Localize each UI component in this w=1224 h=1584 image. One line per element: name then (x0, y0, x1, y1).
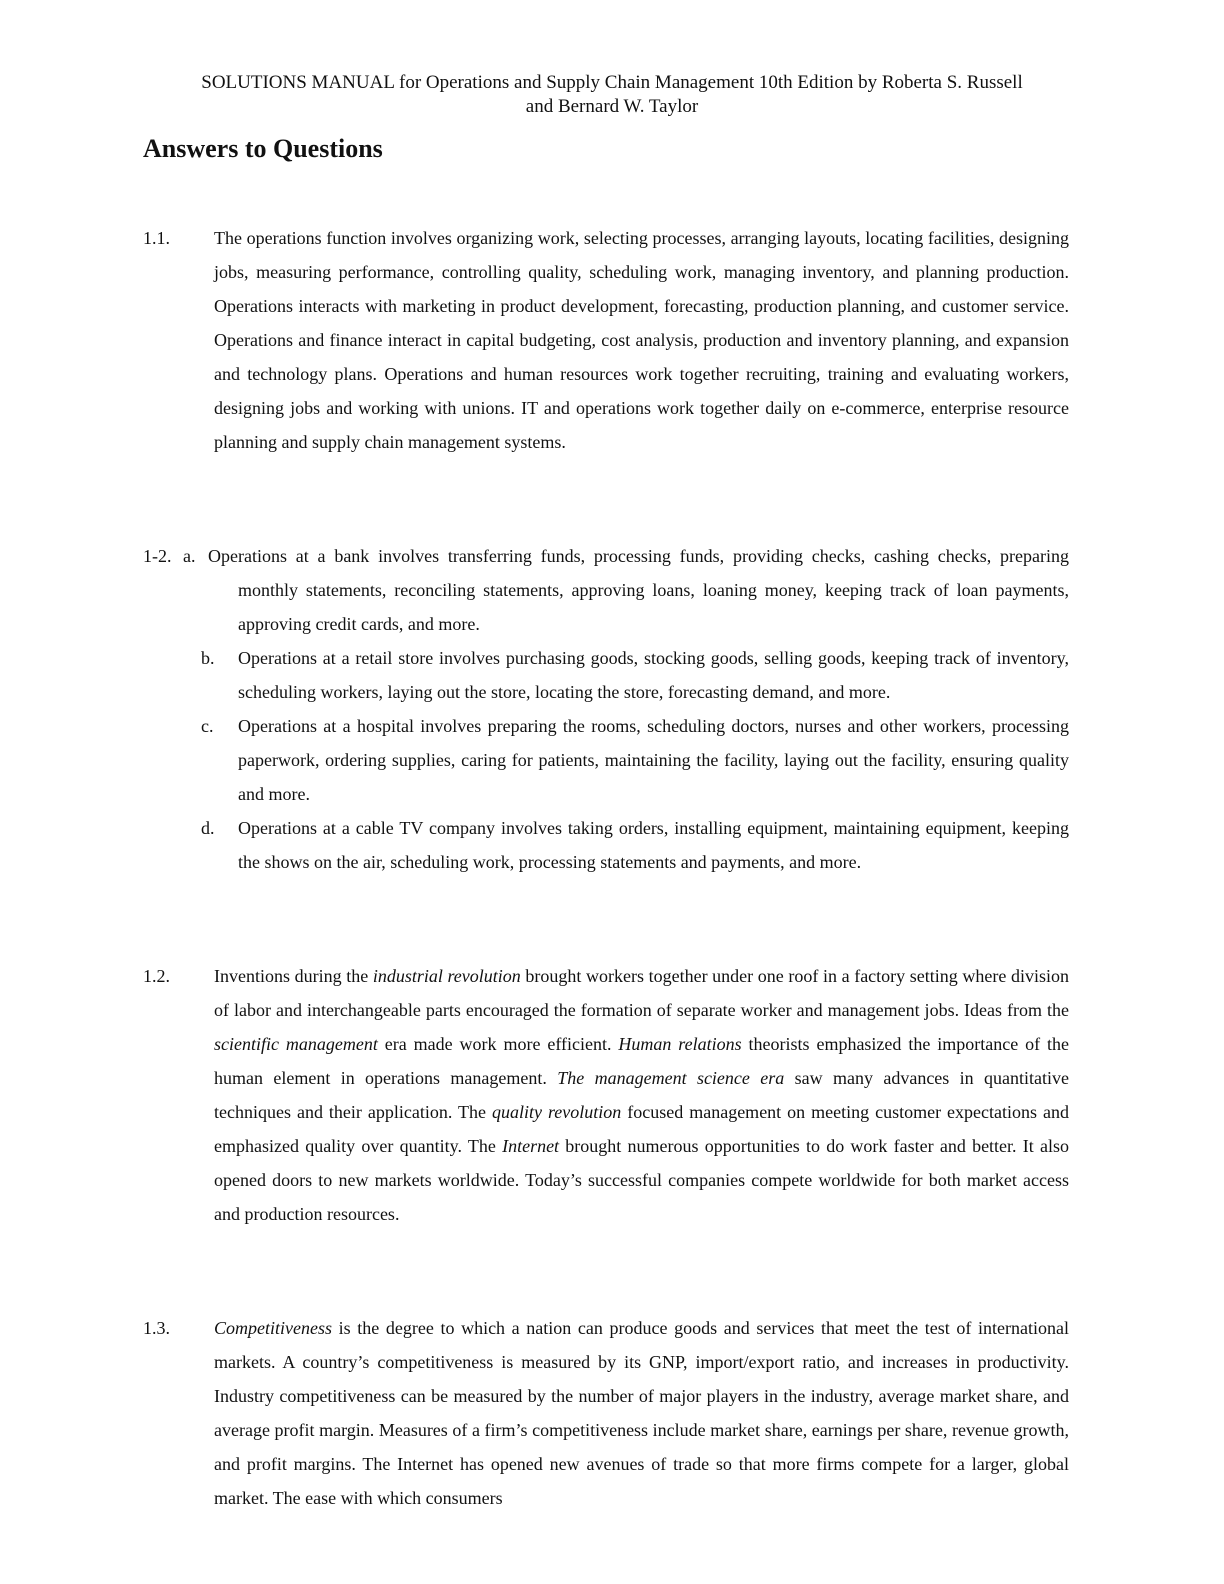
list-letter: b. (201, 648, 215, 668)
italic-term: quality revolution (491, 1102, 622, 1122)
italic-term: Internet (502, 1136, 560, 1156)
italic-term: The management science era (557, 1068, 785, 1088)
answer-1-2 (143, 959, 1069, 1231)
list-letter: a. (183, 546, 196, 566)
italic-term: Competitiveness (214, 1318, 332, 1338)
header-line-1: SOLUTIONS MANUAL for Operations and Supply Chain Management 10th Edition by Roberta S. Russell (201, 72, 1023, 93)
answer-number: 1.1. (143, 228, 170, 248)
italic-term: scientific management (214, 1034, 378, 1054)
answer-number: 1.2. (143, 966, 170, 986)
answer-1-1 (143, 221, 1069, 459)
answer-1-2-list (143, 539, 1069, 879)
answer-text (214, 1311, 1069, 1515)
header-line-2: and Bernard W. Taylor (525, 96, 699, 117)
list-letter: d. (201, 818, 215, 838)
list-item-c (143, 709, 1069, 811)
answer-text: The operations function involves organizing work, selecting processes, arranging layouts, locating facilities, designing jobs, measuring performance, controlling quality, scheduling work, managing inventory, and planning production. Operations interacts with marketing in product development, forecasting, production planning, and customer service. Operations and finance interact in capital budgeting, cost analysis, production and inventory planning, and expansion and technology plans. Operations and human resources work together recruiting, training and evaluating workers, designing jobs and working with unions. IT and operations work together daily on e-commerce, enterprise resource planning and supply chain management systems. (214, 228, 1069, 452)
text-run: theorists emphasized the importance of the human element in operations management. (214, 1034, 1069, 1088)
text-run: brought numerous opportunities to do work faster and better. It also opened doors to new markets worldwide. Today’s successful companies compete worldwide for both market access and production resources. (214, 1136, 1070, 1224)
answer-1-3 (143, 1311, 1069, 1515)
document-header (120, 71, 1104, 119)
text-run: brought workers together under one roof in a factory setting where division of labor and interchangeable parts encouraged the formation of separate worker and management jobs. Ideas from the (214, 966, 1069, 1020)
italic-term: industrial revolution (372, 966, 521, 986)
text-run: focused management on meeting customer expectations and emphasized quality over quantity. The (214, 1102, 1069, 1156)
section-title: Answers to Questions (143, 134, 383, 163)
answer-number: 1-2. (143, 546, 172, 566)
list-item-a (143, 539, 1069, 641)
list-text: Operations at a cable TV company involves taking orders, installing equipment, maintaining equipment, keeping the shows on the air, scheduling work, processing statements and payments, and more. (238, 818, 1069, 872)
answer-text (214, 959, 1069, 1231)
list-item-b (143, 641, 1069, 709)
list-text: Operations at a retail store involves purchasing goods, stocking goods, selling goods, keeping track of inventory, scheduling workers, laying out the store, locating the store, forecasting demand, and more. (238, 648, 1069, 702)
text-run: era made work more efficient. (377, 1034, 619, 1054)
answer-number: 1.3. (143, 1318, 170, 1338)
list-item-d (143, 811, 1069, 879)
text-run: saw many advances in quantitative techniques and their application. The (214, 1068, 1070, 1122)
list-letter: c. (201, 716, 214, 736)
list-text: Operations at a hospital involves preparing the rooms, scheduling doctors, nurses and other workers, processing paperwork, ordering supplies, caring for patients, maintaining the facility, laying out the facility, ensuring quality and more. (238, 716, 1069, 804)
list-text: Operations at a bank involves transferring funds, processing funds, providing checks, cashing checks, preparing monthly statements, reconciling statements, approving loans, loaning money, keeping track of loan payments, approving credit cards, and more. (208, 546, 1069, 634)
text-run: Inventions during the (214, 966, 373, 986)
text-run: is the degree to which a nation can produce goods and services that meet the test of international markets. A country’s competitiveness is measured by its GNP, import/export ratio, and increases in productivity. Industry competitiveness can be measured by the number of major players in the industry, average market share, and average profit margin. Measures of a firm’s competitiveness include market share, earnings per share, revenue growth, and profit margins. The Internet has opened new avenues of trade so that more firms compete for a larger, global market. The ease with which consumers (214, 1318, 1069, 1508)
italic-term: Human relations (618, 1034, 742, 1054)
